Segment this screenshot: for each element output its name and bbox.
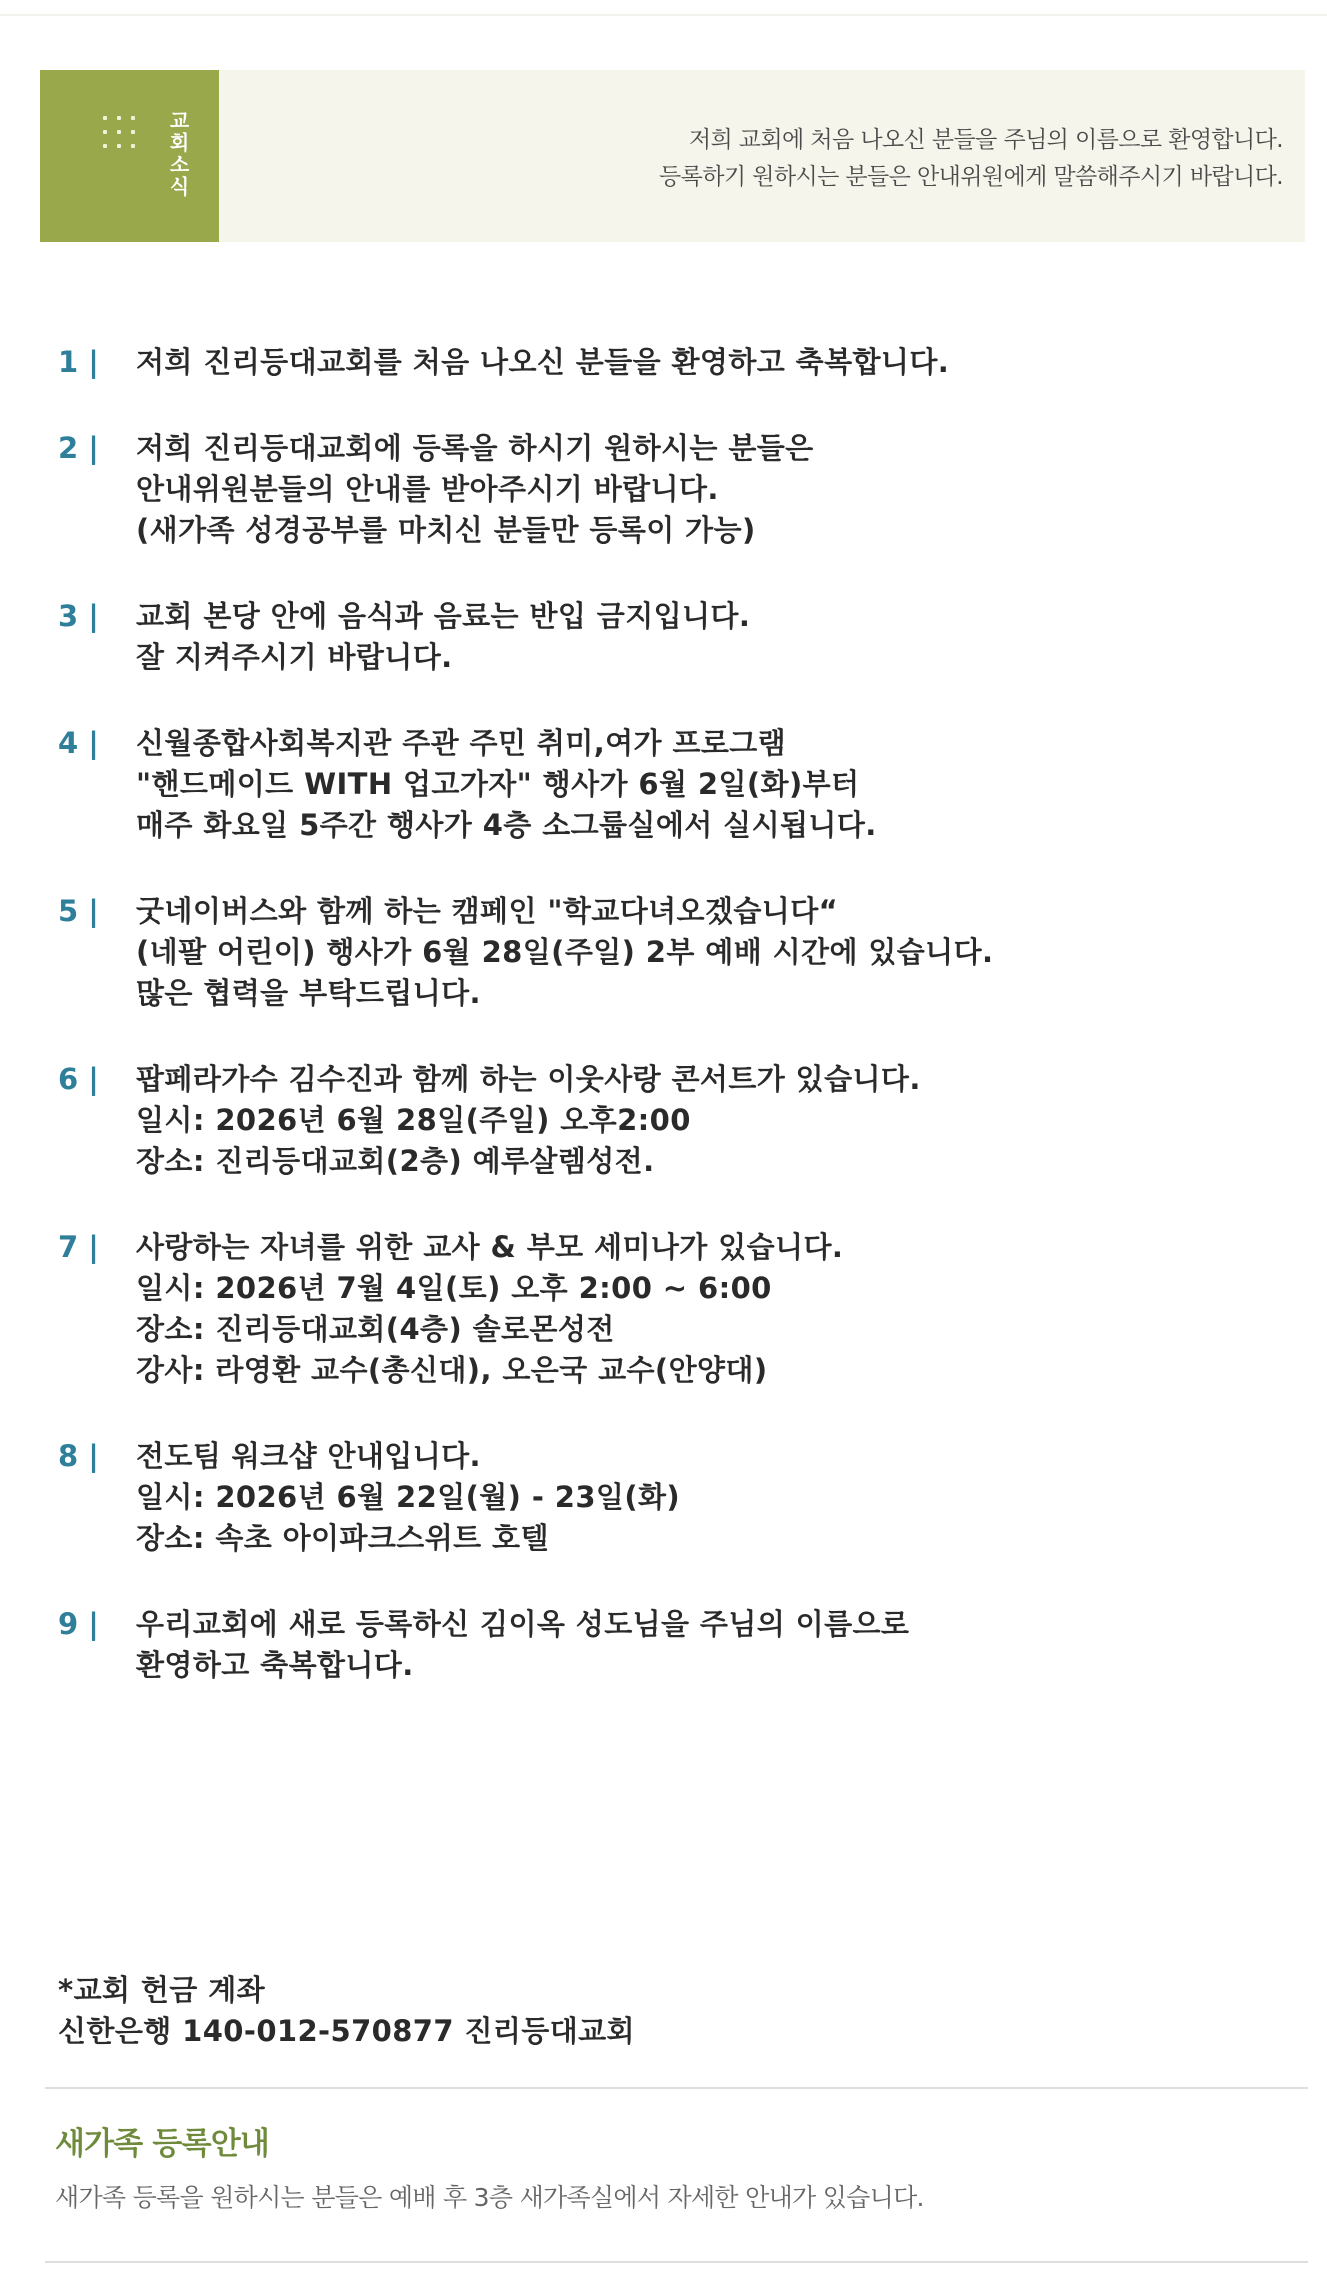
notice-item	[58, 891, 1288, 1014]
notice-line: 팝페라가수 김수진과 함께 하는 이웃사랑 콘서트가 있습니다.	[136, 1062, 921, 1096]
notice-item	[58, 342, 1288, 383]
notice-number: 2 |	[58, 431, 99, 465]
notice-line: 매주 화요일 5주간 행사가 4층 소그룹실에서 실시됩니다.	[136, 808, 877, 842]
new-family-title: 새가족 등록안내	[55, 2126, 270, 2162]
notice-line: 잘 지켜주시기 바랍니다.	[136, 640, 453, 674]
notice-number: 5 |	[58, 894, 99, 928]
notice-number: 6 |	[58, 1062, 99, 1096]
notice-number: 4 |	[58, 726, 99, 760]
welcome-banner	[40, 70, 1305, 242]
top-divider	[0, 14, 1327, 16]
badge-label: 교회소식	[166, 110, 190, 198]
notice-item	[58, 1436, 1288, 1559]
welcome-message	[659, 122, 1283, 196]
notice-line: 저희 진리등대교회를 처음 나오신 분들을 환영하고 축복합니다.	[136, 345, 950, 379]
notice-line: 많은 협력을 부탁드립니다.	[136, 976, 481, 1010]
notice-line: 장소: 속초 아이파크스위트 호텔	[136, 1521, 549, 1555]
account-label: *교회 헌금 계좌	[58, 1973, 266, 2007]
welcome-line-1: 저희 교회에 처음 나오신 분들을 주님의 이름으로 환영합니다.	[688, 127, 1283, 153]
notice-line: 저희 진리등대교회에 등록을 하시기 원하시는 분들은	[136, 431, 814, 465]
welcome-line-2: 등록하기 원하시는 분들은 안내위원에게 말씀해주시기 바랍니다.	[659, 164, 1283, 190]
notice-line: 굿네이버스와 함께 하는 캠페인 "학교다녀오겠습니다“	[136, 894, 839, 928]
notice-number: 9 |	[58, 1607, 99, 1641]
notice-line: 전도팀 워크샵 안내입니다.	[136, 1439, 481, 1473]
notice-line: 환영하고 축복합니다.	[136, 1648, 414, 1682]
notice-number: 1 |	[58, 345, 99, 379]
notice-line: 일시: 2026년 6월 28일(주일) 오후2:00	[136, 1103, 691, 1137]
notice-line: "핸드메이드 WITH 업고가자" 행사가 6월 2일(화)부터	[136, 767, 860, 801]
notice-line: 일시: 2026년 7월 4일(토) 오후 2:00 ~ 6:00	[136, 1271, 772, 1305]
notice-line: (새가족 성경공부를 마치신 분들만 등록이 가능)	[136, 513, 756, 547]
notice-item	[58, 723, 1288, 846]
notice-number: 3 |	[58, 599, 99, 633]
section-divider	[45, 2261, 1308, 2263]
section-divider	[45, 2087, 1308, 2089]
offering-account	[58, 1970, 635, 2052]
notice-item	[58, 1227, 1288, 1391]
notice-line: 사랑하는 자녀를 위한 교사 & 부모 세미나가 있습니다.	[136, 1230, 844, 1264]
notice-line: 신월종합사회복지관 주관 주민 취미,여가 프로그램	[136, 726, 787, 760]
notice-number: 7 |	[58, 1230, 99, 1264]
notice-item	[58, 428, 1288, 551]
notice-line: 일시: 2026년 6월 22일(월) - 23일(화)	[136, 1480, 681, 1514]
notice-number: 8 |	[58, 1439, 99, 1473]
church-news-badge	[40, 70, 219, 242]
notice-item	[58, 1604, 1288, 1686]
notice-line: 우리교회에 새로 등록하신 김이옥 성도님을 주님의 이름으로	[136, 1607, 910, 1641]
new-family-text: 새가족 등록을 원하시는 분들은 예배 후 3층 새가족실에서 자세한 안내가 있습니다.	[55, 2183, 924, 2212]
dot-grid-icon	[103, 116, 137, 150]
notice-line: 강사: 라영환 교수(총신대), 오은국 교수(안양대)	[136, 1353, 768, 1387]
notice-list	[58, 342, 1288, 1731]
notice-line: (네팔 어린이) 행사가 6월 28일(주일) 2부 예배 시간에 있습니다.	[136, 935, 994, 969]
account-number: 신한은행 140-012-570877 진리등대교회	[58, 2014, 635, 2048]
notice-line: 안내위원분들의 안내를 받아주시기 바랍니다.	[136, 472, 719, 506]
notice-line: 장소: 진리등대교회(2층) 예루살렘성전.	[136, 1144, 655, 1178]
notice-item	[58, 1059, 1288, 1182]
notice-line: 교회 본당 안에 음식과 음료는 반입 금지입니다.	[136, 599, 751, 633]
notice-line: 장소: 진리등대교회(4층) 솔로몬성전	[136, 1312, 615, 1346]
notice-item	[58, 596, 1288, 678]
